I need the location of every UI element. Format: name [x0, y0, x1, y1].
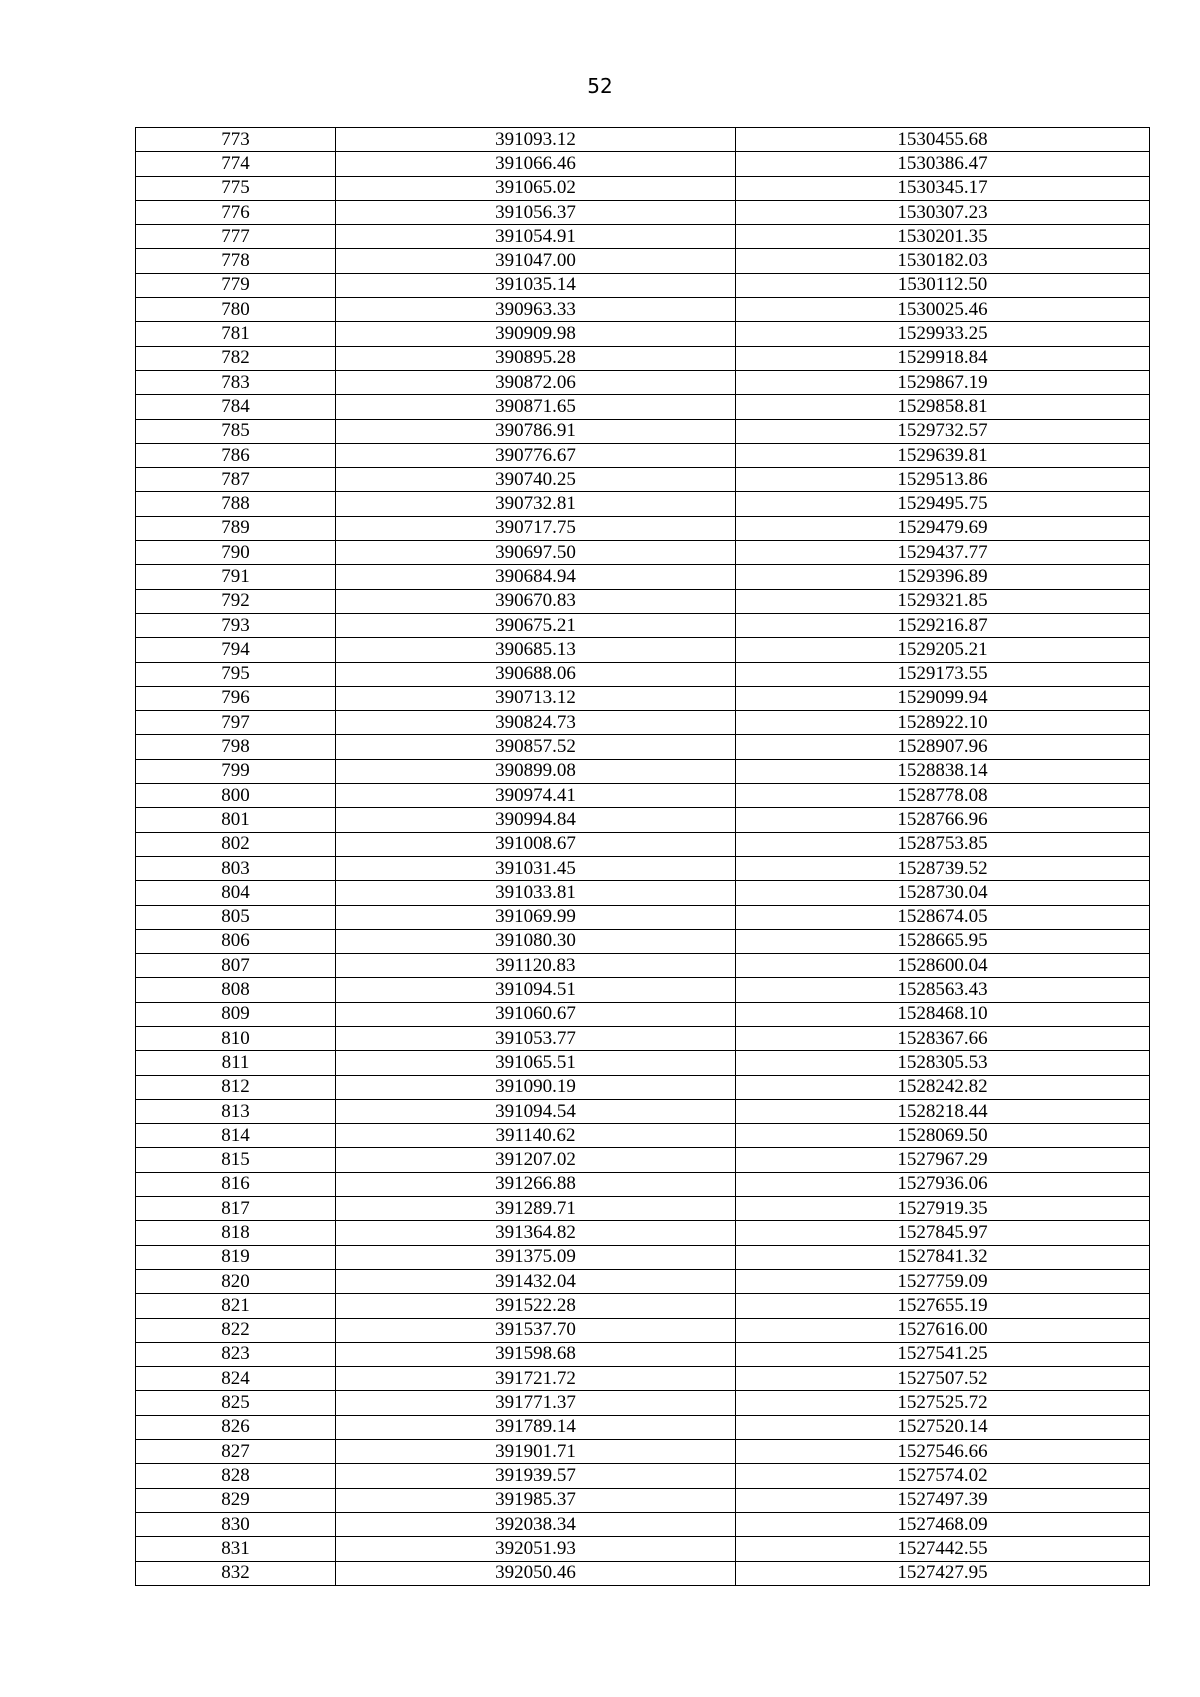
x-coordinate-cell: 391364.82: [336, 1221, 736, 1245]
x-coordinate-cell: 390684.94: [336, 565, 736, 589]
table-row: [136, 929, 1150, 953]
table-row: [136, 1197, 1150, 1221]
point-number-cell: 824: [136, 1367, 336, 1391]
table-row: [136, 881, 1150, 905]
point-number-cell: 774: [136, 152, 336, 176]
y-coordinate-cell: 1527507.52: [736, 1367, 1150, 1391]
table-row: [136, 346, 1150, 370]
x-coordinate-cell: 391120.83: [336, 954, 736, 978]
x-coordinate-cell: 391721.72: [336, 1367, 736, 1391]
point-number-cell: 800: [136, 784, 336, 808]
table-row: [136, 1172, 1150, 1196]
table-row: [136, 273, 1150, 297]
x-coordinate-cell: 391008.67: [336, 832, 736, 856]
x-coordinate-cell: 391789.14: [336, 1415, 736, 1439]
y-coordinate-cell: 1527616.00: [736, 1318, 1150, 1342]
point-number-cell: 793: [136, 613, 336, 637]
x-coordinate-cell: 391033.81: [336, 881, 736, 905]
table-row: [136, 1124, 1150, 1148]
coordinates-table-body: [136, 128, 1150, 1586]
x-coordinate-cell: 391035.14: [336, 273, 736, 297]
table-row: [136, 1269, 1150, 1293]
point-number-cell: 808: [136, 978, 336, 1002]
y-coordinate-cell: 1527759.09: [736, 1269, 1150, 1293]
point-number-cell: 831: [136, 1537, 336, 1561]
point-number-cell: 786: [136, 443, 336, 467]
table-row: [136, 1391, 1150, 1415]
point-number-cell: 777: [136, 225, 336, 249]
point-number-cell: 820: [136, 1269, 336, 1293]
point-number-cell: 825: [136, 1391, 336, 1415]
y-coordinate-cell: 1530201.35: [736, 225, 1150, 249]
table-row: [136, 759, 1150, 783]
y-coordinate-cell: 1528907.96: [736, 735, 1150, 759]
table-row: [136, 978, 1150, 1002]
x-coordinate-cell: 391080.30: [336, 929, 736, 953]
x-coordinate-cell: 391066.46: [336, 152, 736, 176]
table-row: [136, 322, 1150, 346]
x-coordinate-cell: 391598.68: [336, 1342, 736, 1366]
point-number-cell: 819: [136, 1245, 336, 1269]
table-row: [136, 516, 1150, 540]
x-coordinate-cell: 390675.21: [336, 613, 736, 637]
x-coordinate-cell: 391289.71: [336, 1197, 736, 1221]
point-number-cell: 823: [136, 1342, 336, 1366]
point-number-cell: 796: [136, 686, 336, 710]
x-coordinate-cell: 391069.99: [336, 905, 736, 929]
y-coordinate-cell: 1529639.81: [736, 443, 1150, 467]
point-number-cell: 829: [136, 1488, 336, 1512]
table-row: [136, 735, 1150, 759]
x-coordinate-cell: 390688.06: [336, 662, 736, 686]
table-row: [136, 565, 1150, 589]
x-coordinate-cell: 390685.13: [336, 638, 736, 662]
x-coordinate-cell: 391093.12: [336, 128, 736, 152]
table-row: [136, 541, 1150, 565]
point-number-cell: 790: [136, 541, 336, 565]
point-number-cell: 789: [136, 516, 336, 540]
point-number-cell: 827: [136, 1440, 336, 1464]
table-row: [136, 662, 1150, 686]
point-number-cell: 784: [136, 395, 336, 419]
table-row: [136, 1051, 1150, 1075]
x-coordinate-cell: 390994.84: [336, 808, 736, 832]
point-number-cell: 792: [136, 589, 336, 613]
y-coordinate-cell: 1528563.43: [736, 978, 1150, 1002]
y-coordinate-cell: 1530182.03: [736, 249, 1150, 273]
point-number-cell: 803: [136, 856, 336, 880]
x-coordinate-cell: 391094.54: [336, 1099, 736, 1123]
y-coordinate-cell: 1529867.19: [736, 370, 1150, 394]
point-number-cell: 788: [136, 492, 336, 516]
x-coordinate-cell: 390857.52: [336, 735, 736, 759]
x-coordinate-cell: 390872.06: [336, 370, 736, 394]
y-coordinate-cell: 1527525.72: [736, 1391, 1150, 1415]
table-row: [136, 1415, 1150, 1439]
table-row: [136, 856, 1150, 880]
page-number: 52: [587, 74, 613, 98]
x-coordinate-cell: 390909.98: [336, 322, 736, 346]
y-coordinate-cell: 1528242.82: [736, 1075, 1150, 1099]
x-coordinate-cell: 391985.37: [336, 1488, 736, 1512]
x-coordinate-cell: 391054.91: [336, 225, 736, 249]
y-coordinate-cell: 1528674.05: [736, 905, 1150, 929]
y-coordinate-cell: 1528753.85: [736, 832, 1150, 856]
y-coordinate-cell: 1529732.57: [736, 419, 1150, 443]
x-coordinate-cell: 391207.02: [336, 1148, 736, 1172]
x-coordinate-cell: 391047.00: [336, 249, 736, 273]
point-number-cell: 787: [136, 468, 336, 492]
y-coordinate-cell: 1527845.97: [736, 1221, 1150, 1245]
table-row: [136, 1099, 1150, 1123]
y-coordinate-cell: 1527468.09: [736, 1512, 1150, 1536]
table-row: [136, 1002, 1150, 1026]
y-coordinate-cell: 1527936.06: [736, 1172, 1150, 1196]
x-coordinate-cell: 391771.37: [336, 1391, 736, 1415]
point-number-cell: 822: [136, 1318, 336, 1342]
table-row: [136, 1561, 1150, 1585]
x-coordinate-cell: 391094.51: [336, 978, 736, 1002]
y-coordinate-cell: 1527427.95: [736, 1561, 1150, 1585]
point-number-cell: 783: [136, 370, 336, 394]
point-number-cell: 830: [136, 1512, 336, 1536]
table-row: [136, 1294, 1150, 1318]
table-row: [136, 638, 1150, 662]
point-number-cell: 804: [136, 881, 336, 905]
y-coordinate-cell: 1529437.77: [736, 541, 1150, 565]
table-row: [136, 613, 1150, 637]
point-number-cell: 776: [136, 200, 336, 224]
table-row: [136, 589, 1150, 613]
y-coordinate-cell: 1527497.39: [736, 1488, 1150, 1512]
point-number-cell: 795: [136, 662, 336, 686]
y-coordinate-cell: 1530455.68: [736, 128, 1150, 152]
y-coordinate-cell: 1529495.75: [736, 492, 1150, 516]
point-number-cell: 773: [136, 128, 336, 152]
y-coordinate-cell: 1528838.14: [736, 759, 1150, 783]
point-number-cell: 812: [136, 1075, 336, 1099]
y-coordinate-cell: 1527919.35: [736, 1197, 1150, 1221]
table-row: [136, 1367, 1150, 1391]
y-coordinate-cell: 1529918.84: [736, 346, 1150, 370]
y-coordinate-cell: 1528778.08: [736, 784, 1150, 808]
point-number-cell: 802: [136, 832, 336, 856]
x-coordinate-cell: 392038.34: [336, 1512, 736, 1536]
y-coordinate-cell: 1528600.04: [736, 954, 1150, 978]
y-coordinate-cell: 1527967.29: [736, 1148, 1150, 1172]
point-number-cell: 807: [136, 954, 336, 978]
table-row: [136, 954, 1150, 978]
table-row: [136, 370, 1150, 394]
table-row: [136, 1245, 1150, 1269]
y-coordinate-cell: 1528665.95: [736, 929, 1150, 953]
table-row: [136, 832, 1150, 856]
x-coordinate-cell: 391056.37: [336, 200, 736, 224]
y-coordinate-cell: 1529099.94: [736, 686, 1150, 710]
point-number-cell: 826: [136, 1415, 336, 1439]
table-row: [136, 686, 1150, 710]
point-number-cell: 805: [136, 905, 336, 929]
table-row: [136, 152, 1150, 176]
table-row: [136, 711, 1150, 735]
point-number-cell: 813: [136, 1099, 336, 1123]
y-coordinate-cell: 1529396.89: [736, 565, 1150, 589]
y-coordinate-cell: 1530345.17: [736, 176, 1150, 200]
y-coordinate-cell: 1527574.02: [736, 1464, 1150, 1488]
x-coordinate-cell: 391901.71: [336, 1440, 736, 1464]
table-row: [136, 1488, 1150, 1512]
y-coordinate-cell: 1530112.50: [736, 273, 1150, 297]
y-coordinate-cell: 1530025.46: [736, 298, 1150, 322]
y-coordinate-cell: 1529858.81: [736, 395, 1150, 419]
y-coordinate-cell: 1530386.47: [736, 152, 1150, 176]
table-row: [136, 419, 1150, 443]
point-number-cell: 794: [136, 638, 336, 662]
table-row: [136, 1148, 1150, 1172]
y-coordinate-cell: 1528367.66: [736, 1026, 1150, 1050]
y-coordinate-cell: 1528305.53: [736, 1051, 1150, 1075]
table-row: [136, 1075, 1150, 1099]
point-number-cell: 775: [136, 176, 336, 200]
table-row: [136, 784, 1150, 808]
point-number-cell: 811: [136, 1051, 336, 1075]
point-number-cell: 778: [136, 249, 336, 273]
table-row: [136, 1512, 1150, 1536]
x-coordinate-cell: 390871.65: [336, 395, 736, 419]
y-coordinate-cell: 1528922.10: [736, 711, 1150, 735]
table-row: [136, 443, 1150, 467]
table-row: [136, 176, 1150, 200]
y-coordinate-cell: 1529205.21: [736, 638, 1150, 662]
y-coordinate-cell: 1529933.25: [736, 322, 1150, 346]
y-coordinate-cell: 1530307.23: [736, 200, 1150, 224]
point-number-cell: 817: [136, 1197, 336, 1221]
y-coordinate-cell: 1528730.04: [736, 881, 1150, 905]
y-coordinate-cell: 1527655.19: [736, 1294, 1150, 1318]
table-row: [136, 492, 1150, 516]
point-number-cell: 828: [136, 1464, 336, 1488]
point-number-cell: 815: [136, 1148, 336, 1172]
table-row: [136, 395, 1150, 419]
point-number-cell: 832: [136, 1561, 336, 1585]
point-number-cell: 821: [136, 1294, 336, 1318]
table-row: [136, 1440, 1150, 1464]
x-coordinate-cell: 392050.46: [336, 1561, 736, 1585]
table-row: [136, 200, 1150, 224]
y-coordinate-cell: 1528739.52: [736, 856, 1150, 880]
x-coordinate-cell: 390717.75: [336, 516, 736, 540]
table-row: [136, 1537, 1150, 1561]
x-coordinate-cell: 390776.67: [336, 443, 736, 467]
y-coordinate-cell: 1529479.69: [736, 516, 1150, 540]
table-row: [136, 128, 1150, 152]
x-coordinate-cell: 391053.77: [336, 1026, 736, 1050]
table-row: [136, 249, 1150, 273]
x-coordinate-cell: 390974.41: [336, 784, 736, 808]
x-coordinate-cell: 390740.25: [336, 468, 736, 492]
table-row: [136, 1026, 1150, 1050]
x-coordinate-cell: 390895.28: [336, 346, 736, 370]
x-coordinate-cell: 391375.09: [336, 1245, 736, 1269]
table-row: [136, 225, 1150, 249]
x-coordinate-cell: 391537.70: [336, 1318, 736, 1342]
y-coordinate-cell: 1527442.55: [736, 1537, 1150, 1561]
point-number-cell: 814: [136, 1124, 336, 1148]
y-coordinate-cell: 1528468.10: [736, 1002, 1150, 1026]
y-coordinate-cell: 1529321.85: [736, 589, 1150, 613]
point-number-cell: 797: [136, 711, 336, 735]
point-number-cell: 791: [136, 565, 336, 589]
y-coordinate-cell: 1527520.14: [736, 1415, 1150, 1439]
x-coordinate-cell: 390786.91: [336, 419, 736, 443]
x-coordinate-cell: 391522.28: [336, 1294, 736, 1318]
x-coordinate-cell: 391090.19: [336, 1075, 736, 1099]
table-row: [136, 298, 1150, 322]
coordinates-table: [135, 127, 1150, 1586]
y-coordinate-cell: 1529513.86: [736, 468, 1150, 492]
point-number-cell: 799: [136, 759, 336, 783]
point-number-cell: 785: [136, 419, 336, 443]
x-coordinate-cell: 390713.12: [336, 686, 736, 710]
y-coordinate-cell: 1529173.55: [736, 662, 1150, 686]
x-coordinate-cell: 390963.33: [336, 298, 736, 322]
point-number-cell: 798: [136, 735, 336, 759]
point-number-cell: 806: [136, 929, 336, 953]
point-number-cell: 780: [136, 298, 336, 322]
table-row: [136, 808, 1150, 832]
y-coordinate-cell: 1528766.96: [736, 808, 1150, 832]
y-coordinate-cell: 1529216.87: [736, 613, 1150, 637]
table-row: [136, 1318, 1150, 1342]
x-coordinate-cell: 390697.50: [336, 541, 736, 565]
table-row: [136, 1464, 1150, 1488]
x-coordinate-cell: 391432.04: [336, 1269, 736, 1293]
y-coordinate-cell: 1527841.32: [736, 1245, 1150, 1269]
y-coordinate-cell: 1528218.44: [736, 1099, 1150, 1123]
table-row: [136, 1342, 1150, 1366]
x-coordinate-cell: 391939.57: [336, 1464, 736, 1488]
x-coordinate-cell: 391060.67: [336, 1002, 736, 1026]
point-number-cell: 816: [136, 1172, 336, 1196]
x-coordinate-cell: 391065.51: [336, 1051, 736, 1075]
x-coordinate-cell: 390670.83: [336, 589, 736, 613]
point-number-cell: 809: [136, 1002, 336, 1026]
y-coordinate-cell: 1527546.66: [736, 1440, 1150, 1464]
y-coordinate-cell: 1527541.25: [736, 1342, 1150, 1366]
x-coordinate-cell: 391140.62: [336, 1124, 736, 1148]
x-coordinate-cell: 391266.88: [336, 1172, 736, 1196]
table-row: [136, 1221, 1150, 1245]
table-row: [136, 905, 1150, 929]
x-coordinate-cell: 390824.73: [336, 711, 736, 735]
y-coordinate-cell: 1528069.50: [736, 1124, 1150, 1148]
x-coordinate-cell: 392051.93: [336, 1537, 736, 1561]
point-number-cell: 801: [136, 808, 336, 832]
x-coordinate-cell: 390732.81: [336, 492, 736, 516]
point-number-cell: 810: [136, 1026, 336, 1050]
point-number-cell: 818: [136, 1221, 336, 1245]
table-row: [136, 468, 1150, 492]
point-number-cell: 781: [136, 322, 336, 346]
x-coordinate-cell: 390899.08: [336, 759, 736, 783]
x-coordinate-cell: 391065.02: [336, 176, 736, 200]
point-number-cell: 782: [136, 346, 336, 370]
point-number-cell: 779: [136, 273, 336, 297]
x-coordinate-cell: 391031.45: [336, 856, 736, 880]
